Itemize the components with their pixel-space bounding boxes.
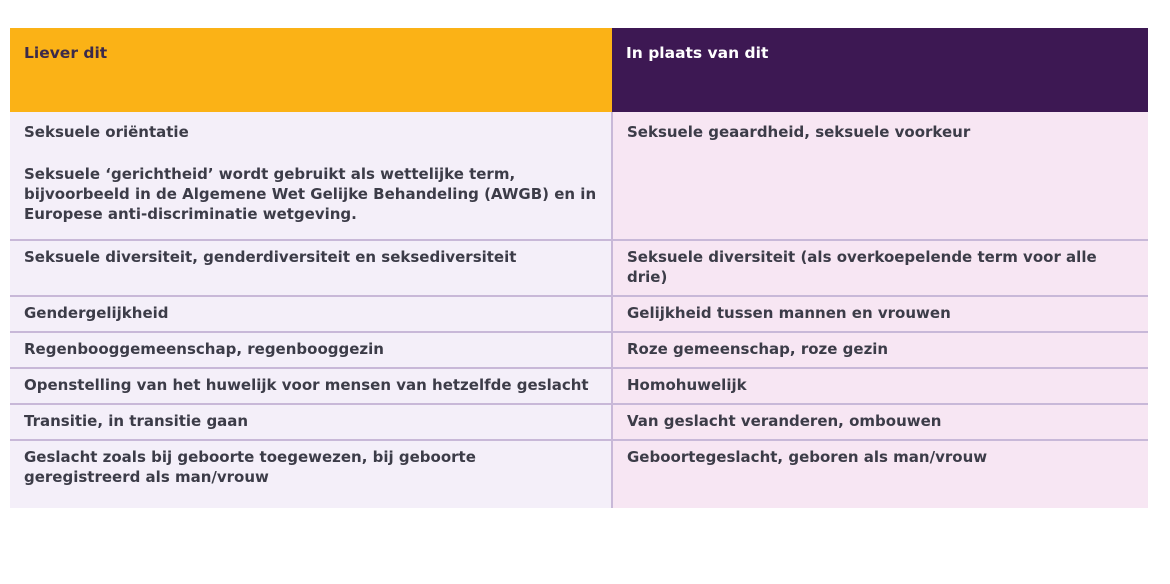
avoided-term: Gelijkheid tussen mannen en vrouwen xyxy=(627,304,951,322)
avoided-term: Van geslacht veranderen, ombouwen xyxy=(627,412,942,430)
avoided-term: Roze gemeenschap, roze gezin xyxy=(627,340,889,358)
table-row xyxy=(10,240,1148,296)
preferred-term: Transitie, in transitie gaan xyxy=(24,412,249,430)
table-header-row xyxy=(10,28,1148,112)
preferred-term-cell xyxy=(10,440,612,508)
preferred-term-note: Seksuele ‘gerichtheid’ wordt gebruikt als wettelijke term, bijvoorbeeld in de Algemene Wet Gelijke Behandeling (AWGB) en in Europese anti-discriminatie wetgeving. xyxy=(24,165,597,223)
avoided-term: Homohuwelijk xyxy=(627,376,747,394)
avoided-term-cell xyxy=(612,368,1148,404)
avoided-term: Geboortegeslacht, geboren als man/vrouw xyxy=(627,448,988,466)
preferred-term-cell xyxy=(10,240,612,296)
avoided-term-cell xyxy=(612,440,1148,508)
preferred-term: Seksuele oriëntatie xyxy=(24,123,189,141)
preferred-term: Gendergelijkheid xyxy=(24,304,169,322)
table-row xyxy=(10,440,1148,508)
preferred-term-cell xyxy=(10,332,612,368)
table-row xyxy=(10,296,1148,332)
avoided-term-cell xyxy=(612,112,1148,240)
preferred-term-cell xyxy=(10,112,612,240)
preferred-term: Geslacht zoals bij geboorte toegewezen, bij geboorte geregistreerd als man/vrouw xyxy=(24,448,476,486)
preferred-term-cell xyxy=(10,296,612,332)
header-preferred: Liever dit xyxy=(10,28,612,112)
avoided-term-cell xyxy=(612,296,1148,332)
avoided-term: Seksuele geaardheid, seksuele voorkeur xyxy=(627,123,971,141)
preferred-term-cell xyxy=(10,404,612,440)
preferred-term: Openstelling van het huwelijk voor mensen van hetzelfde geslacht xyxy=(24,376,589,394)
avoided-term-cell xyxy=(612,240,1148,296)
terminology-table xyxy=(10,28,1148,508)
table-row xyxy=(10,332,1148,368)
table-row xyxy=(10,112,1148,240)
preferred-term: Regenbooggemeenschap, regenbooggezin xyxy=(24,340,384,358)
table-row xyxy=(10,368,1148,404)
avoided-term-cell xyxy=(612,332,1148,368)
header-instead-of: In plaats van dit xyxy=(612,28,1148,112)
avoided-term: Seksuele diversiteit (als overkoepelende term voor alle drie) xyxy=(627,248,1097,286)
table-row xyxy=(10,404,1148,440)
avoided-term-cell xyxy=(612,404,1148,440)
preferred-term-cell xyxy=(10,368,612,404)
preferred-term: Seksuele diversiteit, genderdiversiteit en seksediversiteit xyxy=(24,248,517,266)
